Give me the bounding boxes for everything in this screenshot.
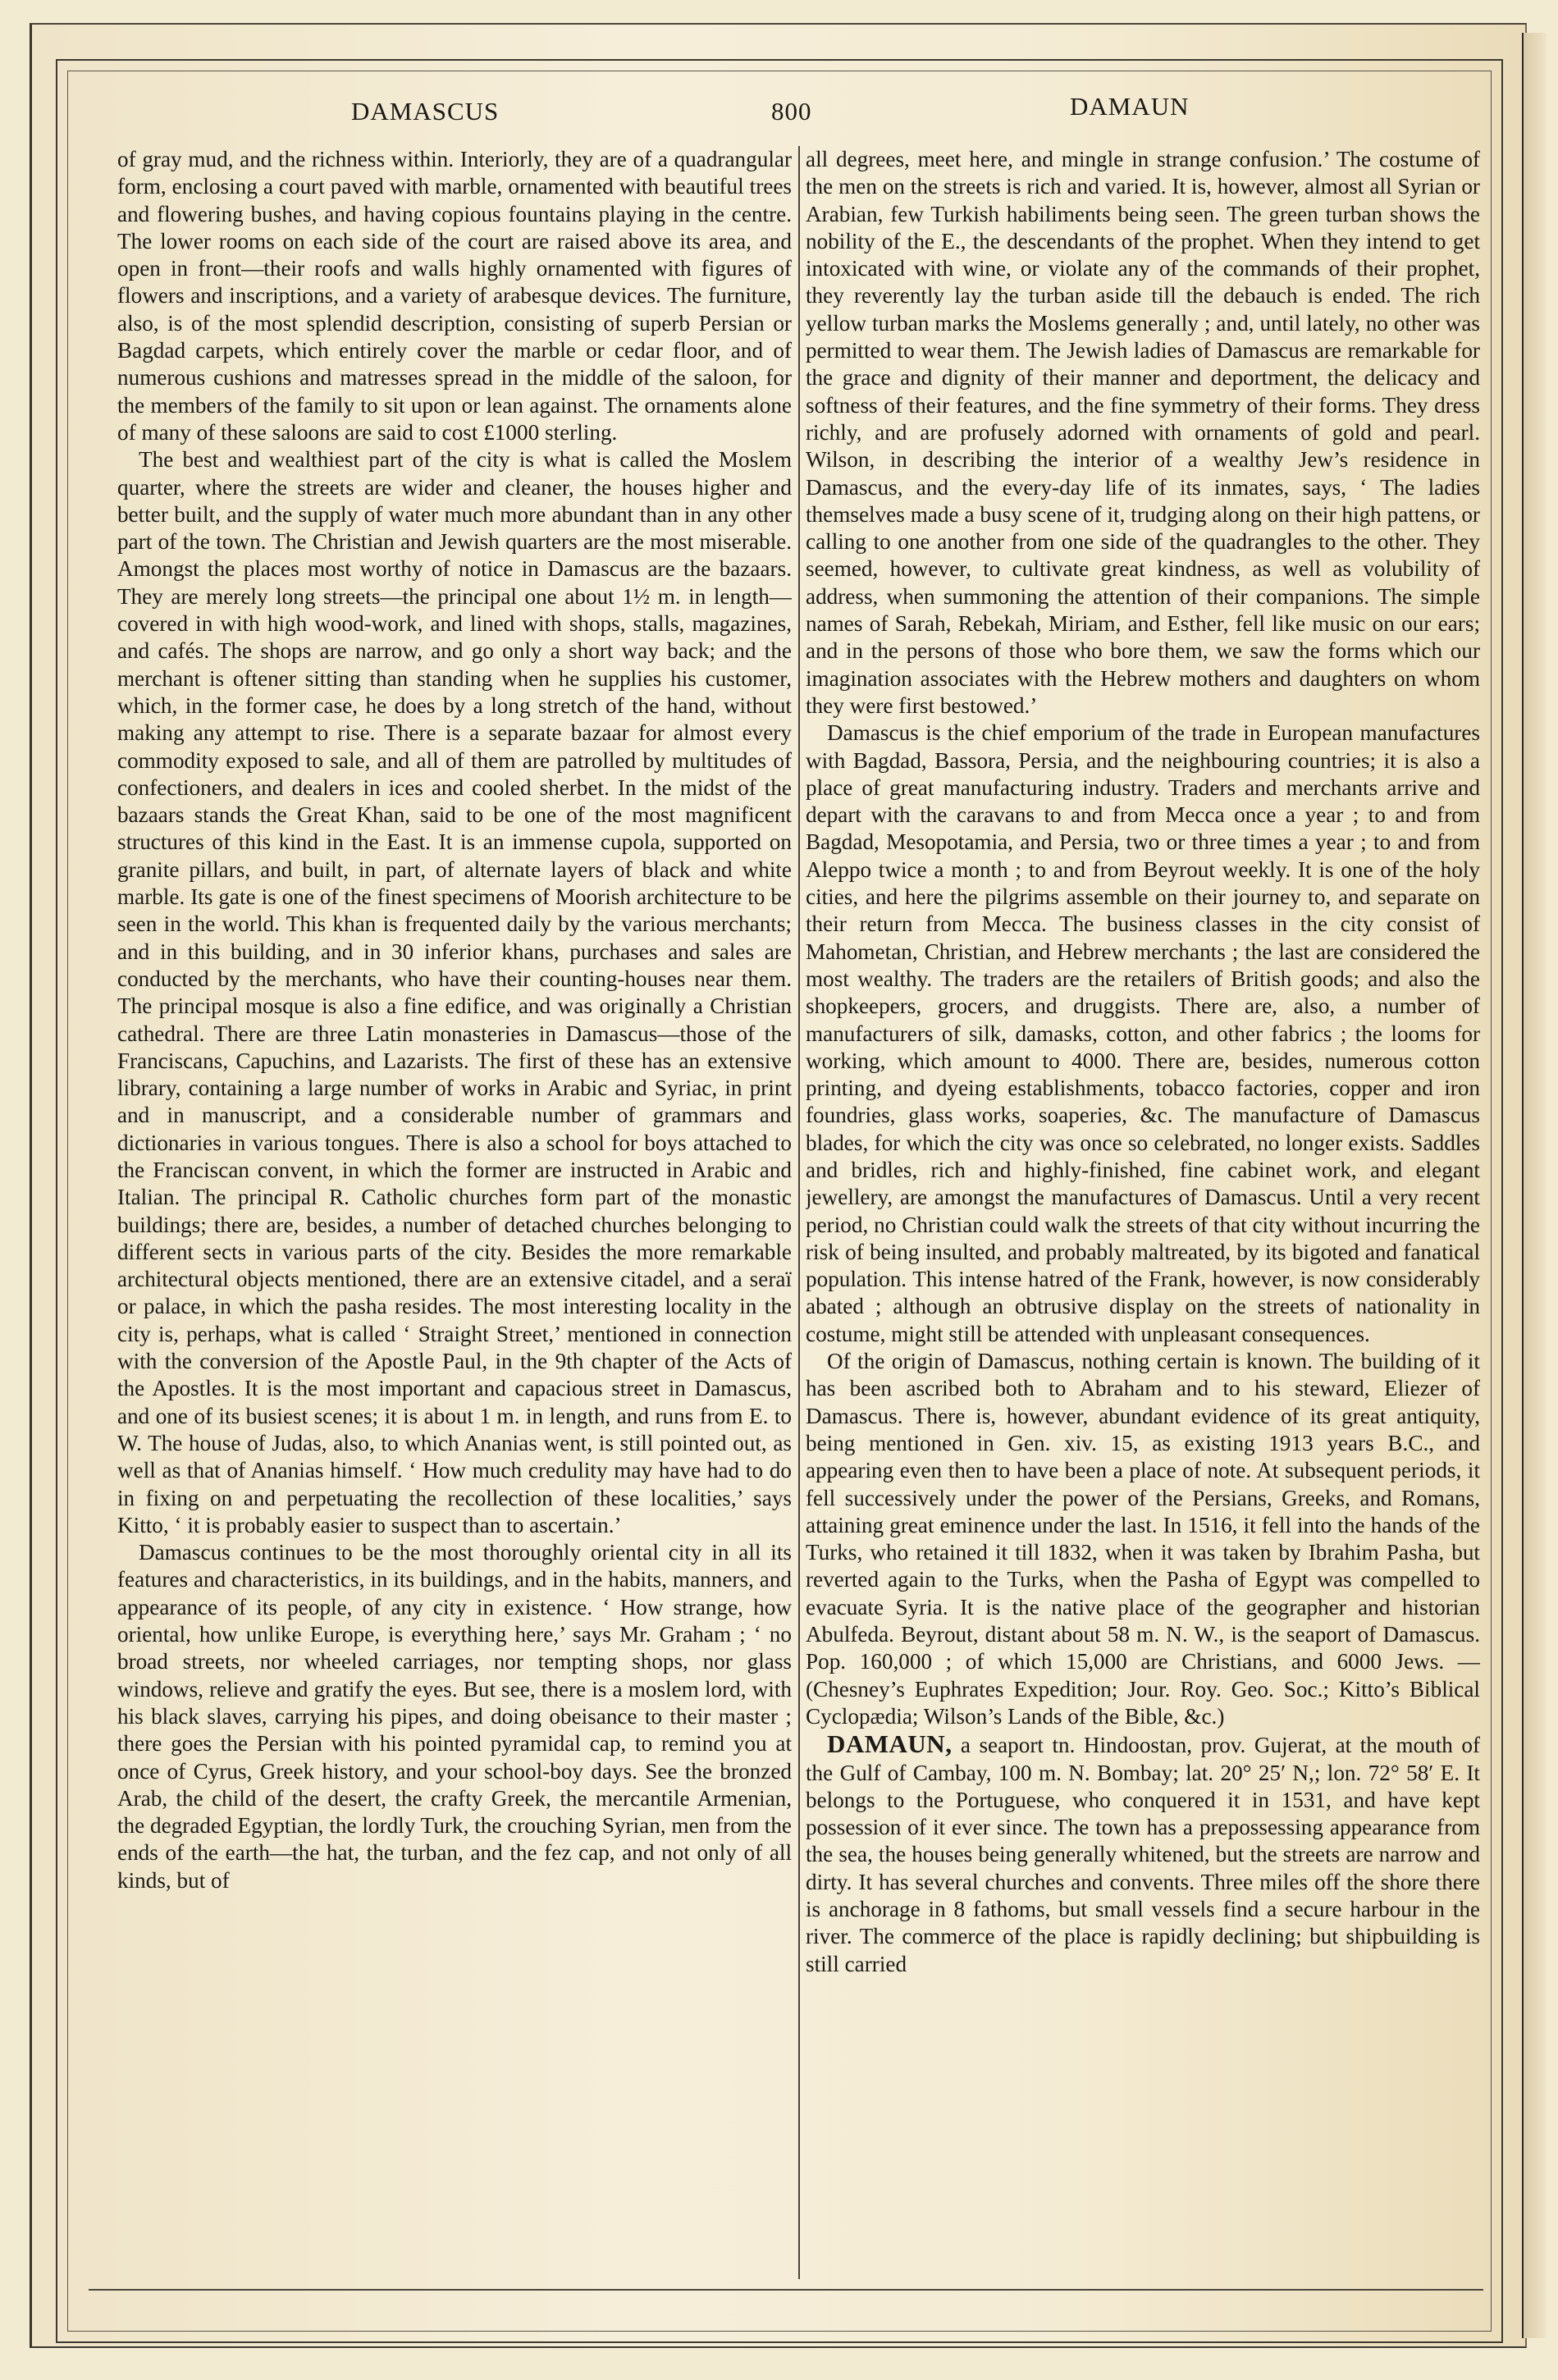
left-paragraph-1: of gray mud, and the richness within. Interiorly, they are of a quadrangular form, enclosing a court paved with marble, ornamented with beautiful trees and flowering bushes, and having copious fountains playing in the centre. The lower rooms on each side of the court are raised above its area, and open in front—their roofs and walls highly ornamented with figures of flowers and inscriptions, and a variety of arabesque devices. The furniture, also, is of the most splendid description, consisting of superb Persian or Bagdad carpets, which entirely cover the marble or cedar floor, and of numerous cushions and matresses spread in the middle of the saloon, for the members of the family to sit upon or lean against. The ornaments alone of many of these saloons are said to cost £1000 sterling. <box>117 147 792 445</box>
page-edge <box>1522 33 1547 2338</box>
left-paragraph-3: Damascus continues to be the most thoroughly oriental city in all its features and characteristics, in its buildings, and in the habits, manners, and appearance of its people, of any city in existence. ‘ How strange, how oriental, how unlike Europe, is everything here,’ says Mr. Graham ; ‘ no broad streets, nor wheeled carriages, nor tempting shops, nor glass windows, relieve and gratify the eyes. But see, there is a moslem lord, with his black slaves, carrying his pipes, and doing obeisance to their master ; there goes the Persian with his pointed pyramidal cap, to remind you at once of Cyrus, Greek history, and your school-boy days. See the bronzed Arab, the child of the desert, the crafty Greek, the mercantile Armenian, the degraded Egyptian, the lordly Turk, the crouching Syrian, men from the ends of the earth—the hat, the turban, and the fez cap, and not only of all kinds, but of <box>117 1540 792 1893</box>
right-paragraph-3: Of the origin of Damascus, nothing certain is known. The building of it has been ascribed both to Abraham and to his steward, Eliezer of Damascus. There is, however, abundant evidence of its great antiquity, being mentioned in Gen. xiv. 15, as existing 1913 years B.C., and appearing even then to have been a place of note. At subsequent periods, it fell successively under the power of the Persians, Greeks, and Romans, attaining great eminence under the last. In 1516, it fell into the hands of the Turks, who retained it till 1832, when it was taken by Ibrahim Pasha, but reverted again to the Turks, when the Pasha of Egypt was compelled to evacuate Syria. It is the native place of the geographer and historian Abulfeda. Beyrout, distant about 58 m. N. W., is the seaport of Damascus. Pop. 160,000 ; of which 15,000 are Christians, and 6000 Jews. —(Chesney’s Euphrates Expedition; Jour. Roy. Geo. Soc.; Kitto’s Biblical Cyclopædia; Wilson’s Lands of the Bible, &c.) <box>806 1349 1480 1729</box>
header-left-keyword: DAMASCUS <box>351 97 500 126</box>
page-number: 800 <box>771 97 812 126</box>
entry-heading-damaun: DAMAUN, <box>827 1729 953 1759</box>
entry-damaun <box>806 1730 1480 1978</box>
bottom-rule <box>89 2289 1483 2291</box>
right-column <box>806 146 1480 2279</box>
column-divider <box>798 146 800 2279</box>
left-paragraph-2: The best and wealthiest part of the city is what is called the Moslem quarter, where the streets are wider and cleaner, the houses higher and better built, and the supply of water much more abundant than in any other part of the town. The Christian and Jewish quarters are the most miserable. Amongst the places most worthy of notice in Damascus are the bazaars. They are merely long streets—the principal one about 1½ m. in length—covered in with high wood-work, and lined with shops, stalls, magazines, and cafés. The shops are narrow, and go only a short way back; and the merchant is oftener sitting than standing when he supplies his customer, which, in the former case, he does by a long stretch of the hand, without making any attempt to rise. There is a separate bazaar for almost every commodity exposed to sale, and all of them are patrolled by multitudes of confectioners, and dealers in ices and cooled sherbet. In the midst of the bazaars stands the Great Khan, said to be one of the most magnificent structures of this kind in the East. It is an immense cupola, supported on granite pillars, and built, in part, of alternate layers of black and white marble. Its gate is one of the finest specimens of Moorish architecture to be seen in the world. This khan is frequented daily by the various merchants; and in this building, and in 30 inferior khans, purchases and sales are conducted by the merchants, who have their counting-houses near them. The principal mosque is also a fine edifice, and was originally a Christian cathedral. There are three Latin monasteries in Damascus—those of the Franciscans, Capuchins, and Lazarists. The first of these has an extensive library, containing a large number of works in Arabic and Syriac, in print and in manuscript, and a considerable number of grammars and dictionaries in various tongues. There is also a school for boys attached to the Franciscan convent, in which the former are instructed in Arabic and Italian. The principal R. Catholic churches form part of the monastic buildings; there are, besides, a number of detached churches belonging to different sects in various parts of the city. Besides the more remarkable architectural objects mentioned, there are an extensive citadel, and a seraï or palace, in which the pasha resides. The most interesting locality in the city is, perhaps, what is called ‘ Straight Street,’ mentioned in connection with the conversion of the Apostle Paul, in the 9th chapter of the Acts of the Apostles. It is the most important and capacious street in Damascus, and one of its busiest scenes; it is about 1 m. in length, and runs from E. to W. The house of Judas, also, to which Ananias went, is still pointed out, as well as that of Ananias himself. ‘ How much credulity may have had to do in fixing on and perpetuating the recollection of these localities,’ says Kitto, ‘ it is probably easier to suspect than to ascertain.’ <box>117 447 792 1537</box>
entry-body-damaun: a seaport tn. Hindoostan, prov. Gujerat, at the mouth of the Gulf of Cambay, 100 m. N. Bombay; lat. 20° 25′ N,; lon. 72° 58′ E. It belongs to the Portuguese, who conquered it in 1531, and have kept possession of it ever since. The town has a prepossessing appearance from the sea, the houses being generally whitened, but the streets are narrow and dirty. It has several churches and convents. Three miles off the shore there is anchorage in 8 fathoms, but small vessels find a secure harbour in the river. The commerce of the place is rapidly declining; but shipbuilding is still carried <box>806 1733 1480 1976</box>
left-column <box>117 146 792 2279</box>
running-header <box>89 89 1483 138</box>
right-paragraph-1: all degrees, meet here, and mingle in strange confusion.’ The costume of the men on the streets is rich and varied. It is, however, almost all Syrian or Arabian, few Turkish habiliments being seen. The green turban shows the nobility of the E., the descendants of the prophet. When they intend to get intoxicated with wine, or violate any of the commands of their prophet, they reverently lay the turban aside till the debauch is ended. The rich yellow turban marks the Moslems generally ; and, until lately, no other was permitted to wear them. The Jewish ladies of Damascus are remarkable for the grace and dignity of their manner and deportment, the delicacy and softness of their features, and the fine symmetry of their forms. They dress richly, and are profusely adorned with ornaments of gold and pearl. Wilson, in describing the interior of a wealthy Jew’s residence in Damascus, and the every-day life of its inmates, says, ‘ The ladies themselves made a busy scene of it, trudging along on their high pattens, or calling to one another from one side of the quadrangles to the other. They seemed, however, to cultivate great kindness, as well as volubility of address, when summoning the attention of their companions. The simple names of Sarah, Rebekah, Miriam, and Esther, fell like music on our ears; and in the persons of those who bore them, we saw the forms which our imagination associates with the Hebrew mothers and daughters on whom they were first bestowed.’ <box>806 147 1480 718</box>
right-paragraph-2: Damascus is the chief emporium of the trade in European manufactures with Bagdad, Bassora, Persia, and the neighbouring countries; it is also a place of great manufacturing industry. Traders and merchants arrive and depart with the caravans to and from Mecca once a year ; to and from Bagdad, Mesopotamia, and Persia, two or three times a year ; to and from Aleppo twice a month ; to and from Beyrout weekly. It is one of the holy cities, and here the pilgrims assemble on their journey to, and separate on their return from Mecca. The business classes in the city consist of Mahometan, Christian, and Hebrew merchants ; the last are considered the most wealthy. The traders are the retailers of British goods; and also the shopkeepers, grocers, and druggists. There are, also, a number of manufacturers of silk, damasks, cotton, and other fabrics ; the looms for working, which amount to 4000. There are, besides, numerous cotton printing, and dyeing establishments, tobacco factories, copper and iron foundries, glass works, soaperies, &c. The manufacture of Damascus blades, for which the city was once so celebrated, no longer exists. Saddles and bridles, rich and highly-finished, fine cabinet work, and elegant jewellery, are amongst the manufactures of Damascus. Until a very recent period, no Christian could walk the streets of that city without incurring the risk of being insulted, and probably maltreated, by its bigoted and fanatical population. This intense hatred of the Frank, however, is now considerably abated ; although an obtrusive display on the streets of nationality in costume, might still be attended with unpleasant consequences. <box>806 720 1480 1346</box>
header-right-keyword: DAMAUN <box>1070 92 1190 121</box>
